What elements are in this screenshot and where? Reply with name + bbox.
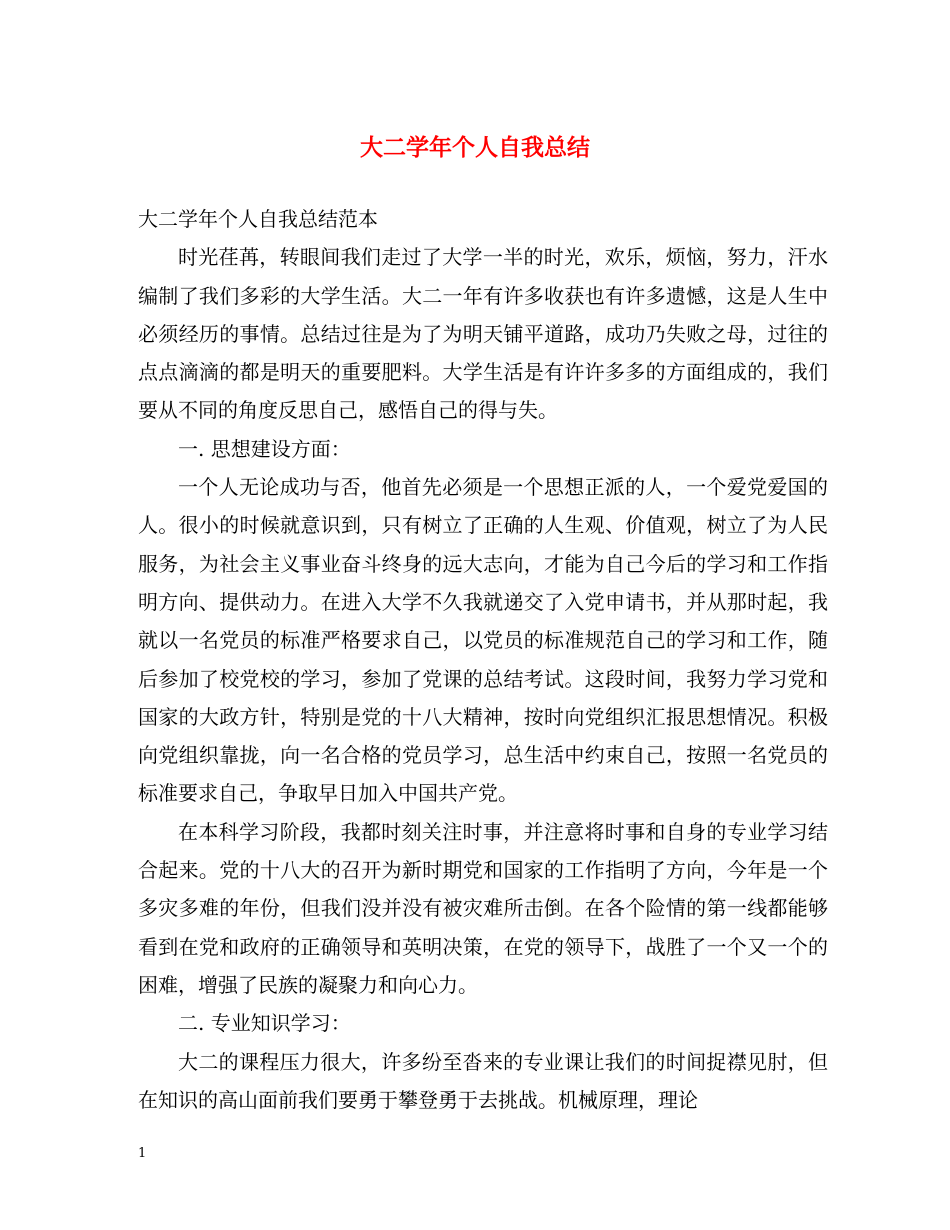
page-number: 1 — [138, 1146, 147, 1161]
paragraph-subtitle: 大二学年个人自我总结范本 — [138, 207, 378, 231]
section-heading: 一. 思想建设方面： — [178, 436, 351, 461]
paragraph: 在本科学习阶段，我都时刻关注时事，并注意将时事和自身的专业学习结合起来。党的十八大的召开为新时期党和国家的工作指明了方向，今年是一个多灾多难的年份，但我们没并没有被灾难所击倒。在各个险情的第一线都能够看到在党和政府的正确领导和英明决策，在党的领导下，战胜了一个又一个的困难，增强了民族的凝聚力和向心力。 — [138, 819, 828, 997]
paragraph: 大二的课程压力很大，许多纷至沓来的专业课让我们的时间捉襟见肘，但在知识的高山面前我们要勇于攀登勇于去挑战。机械原理，理论 — [138, 1049, 828, 1112]
document-body — [138, 200, 828, 1119]
paragraph: 时光荏苒，转眼间我们走过了大学一半的时光，欢乐，烦恼，努力，汗水编制了我们多彩的大学生活。大二一年有许多收获也有许多遗憾，这是人生中必须经历的事情。总结过往是为了为明天铺平道路，成功乃失败之母，过往的点点滴滴的都是明天的重要肥料。大学生活是有许许多多的方面组成的，我们要从不同的角度反思自己，感悟自己的得与失。 — [138, 245, 828, 423]
paragraph: 一个人无论成功与否，他首先必须是一个思想正派的人，一个爱党爱国的人。很小的时候就意识到，只有树立了正确的人生观、价值观，树立了为人民服务，为社会主义事业奋斗终身的远大志向，才能为自己今后的学习和工作指明方向、提供动力。在进入大学不久我就递交了入党申请书，并从那时起，我就以一名党员的标准严格要求自己，以党员的标准规范自己的学习和工作，随后参加了校党校的学习，参加了党课的总结考试。这段时间，我努力学习党和国家的大政方针，特别是党的十八大精神，按时向党组织汇报思想情况。积极向党组织靠拢，向一名合格的党员学习，总生活中约束自己，按照一名党员的标准要求自己，争取早日加入中国共产党。 — [138, 475, 828, 806]
section-heading: 二. 专业知识学习： — [178, 1011, 351, 1036]
document-title: 大二学年个人自我总结 — [360, 134, 590, 161]
